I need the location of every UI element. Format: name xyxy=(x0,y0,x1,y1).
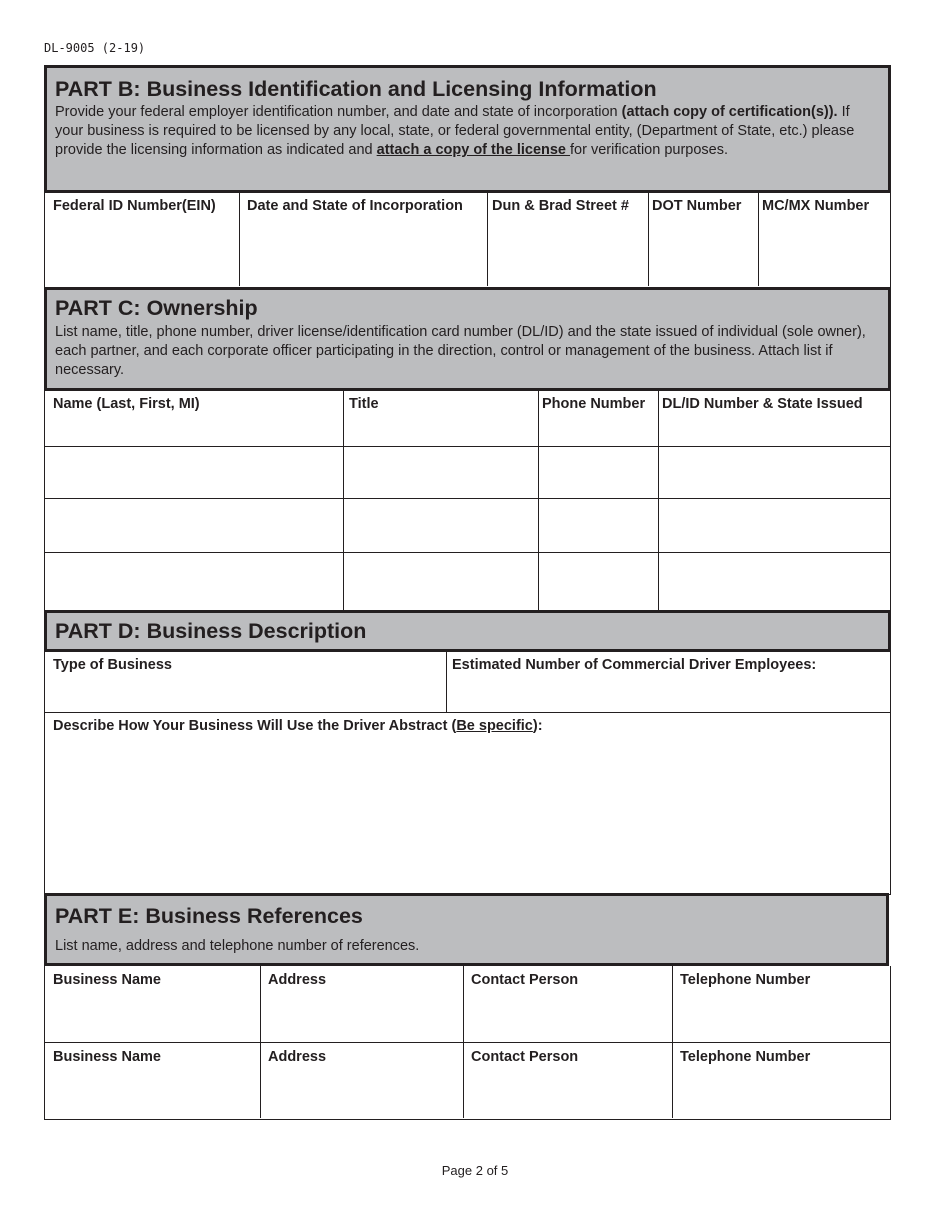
column-header-dlid: DL/ID Number & State Issued xyxy=(662,396,863,412)
part-b-title: PART B: Business Identification and Licensing Information xyxy=(55,77,657,101)
commercial-driver-employees-field[interactable]: Estimated Number of Commercial Driver Employees: xyxy=(452,657,817,673)
reference-2-address[interactable]: Address xyxy=(268,1049,327,1065)
part-b-grid xyxy=(44,193,891,288)
part-e-instructions: List name, address and telephone number of references. xyxy=(55,938,420,954)
owner-row-1[interactable] xyxy=(45,447,890,498)
column-header-name: Name (Last, First, MI) xyxy=(53,396,200,412)
type-of-business-field[interactable]: Type of Business xyxy=(53,657,172,673)
reference-1-contact-person[interactable]: Contact Person xyxy=(471,972,579,988)
owner-row-3[interactable] xyxy=(45,553,890,610)
part-e-header xyxy=(44,893,889,966)
dot-number-field[interactable]: DOT Number xyxy=(652,198,742,214)
reference-2-business-name[interactable]: Business Name xyxy=(53,1049,161,1065)
part-b-instructions: Provide your federal employer identification number, and date and state of incorporation (attach copy of certification(s)). If your business is required to be licensed by any local, state, or federal governmental entity, (Department of State, etc.) please provide the licensing information as indicated and attach a copy of the license for verification purposes. xyxy=(55,104,855,158)
incorporation-field[interactable]: Date and State of Incorporation xyxy=(247,198,463,214)
dun-bradstreet-field[interactable]: Dun & Brad Street # xyxy=(492,198,629,214)
owner-row-2[interactable] xyxy=(45,499,890,552)
mc-mx-number-field[interactable]: MC/MX Number xyxy=(762,198,870,214)
reference-1-address[interactable]: Address xyxy=(268,972,327,988)
page-number: Page 2 of 5 xyxy=(441,1163,509,1178)
part-c-header xyxy=(44,287,891,391)
part-d-header xyxy=(44,610,891,652)
reference-2-telephone[interactable]: Telephone Number xyxy=(680,1049,811,1065)
ownership-table xyxy=(44,391,891,612)
column-header-title: Title xyxy=(349,396,379,412)
part-e-title: PART E: Business References xyxy=(55,904,363,928)
part-b-header xyxy=(44,65,891,193)
reference-1-business-name[interactable]: Business Name xyxy=(53,972,161,988)
part-c-instructions: List name, title, phone number, driver license/identification card number (DL/ID) and the state issued of individual (sole owner), each partner, and each corporate officer participating in the direction, control or management of the business. Attach list if necessary. xyxy=(55,324,866,378)
part-d-title: PART D: Business Description xyxy=(55,619,367,643)
references-table xyxy=(44,966,891,1120)
part-d-grid xyxy=(44,652,891,895)
part-c-title: PART C: Ownership xyxy=(55,296,258,320)
reference-2-contact-person[interactable]: Contact Person xyxy=(471,1049,579,1065)
form-id: DL-9005 (2-19) xyxy=(44,41,146,55)
abstract-usage-field[interactable]: Describe How Your Business Will Use the Driver Abstract (Be specific): xyxy=(53,718,543,734)
column-header-phone: Phone Number xyxy=(542,396,646,412)
ein-field[interactable]: Federal ID Number(EIN) xyxy=(53,198,216,214)
reference-1-telephone[interactable]: Telephone Number xyxy=(680,972,811,988)
